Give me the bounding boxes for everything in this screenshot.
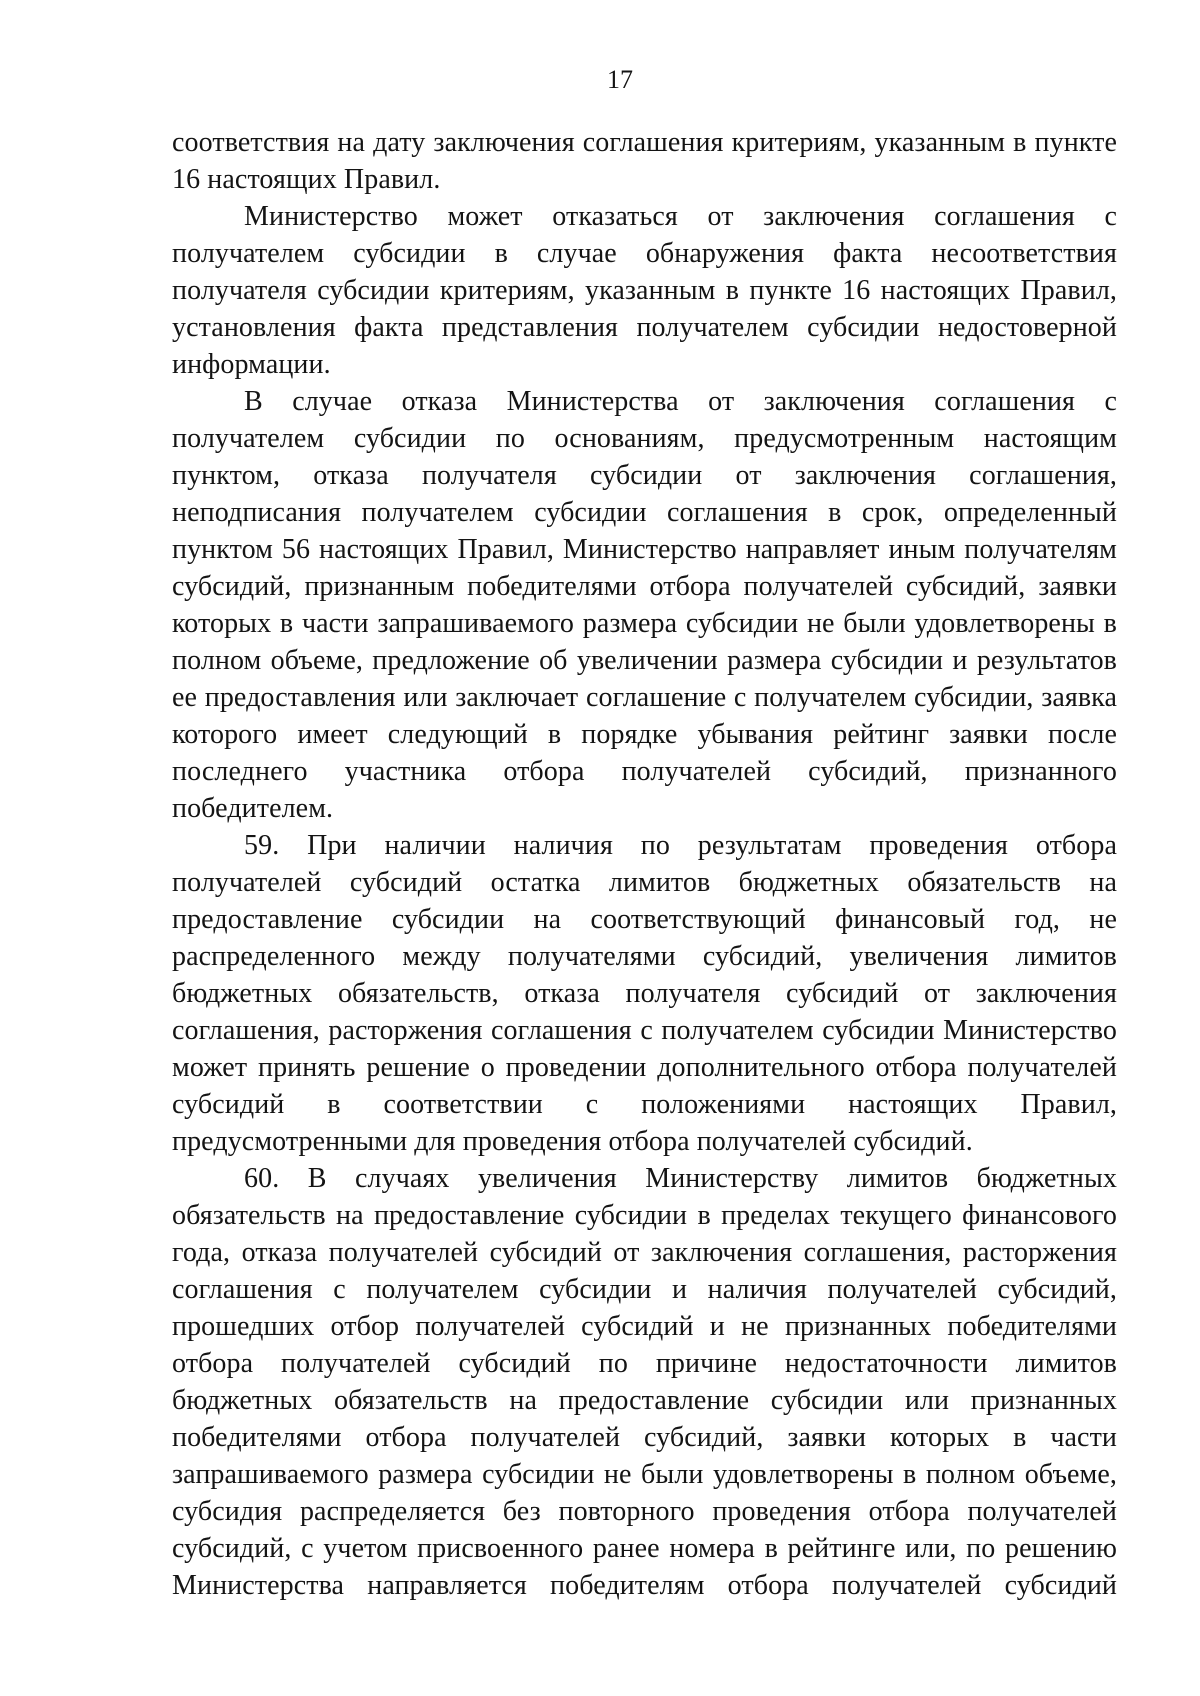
document-body <box>172 124 1117 1604</box>
paragraph-60: 60. В случаях увеличения Министерству лимитов бюджетных обязательств на предоставление субсидии в пределах текущего финансового года, отказа получателей субсидий от заключения соглашения, расторжения соглашения с получателем субсидии и наличия получателей субсидий, прошедших отбор получателей субсидий и не признанных победителями отбора получателей субсидий по причине недостаточности лимитов бюджетных обязательств на предоставление субсидии или признанных победителями отбора получателей субсидий, заявки которых в части запрашиваемого размера субсидии не были удовлетворены в полном объеме, субсидия распределяется без повторного проведения отбора получателей субсидий, с учетом присвоенного ранее номера в рейтинге или, по решению Министерства направляется победителям отбора получателей субсидий <box>172 1163 1117 1601</box>
paragraph-59: 59. При наличии наличия по результатам проведения отбора получателей субсидий остатка лимитов бюджетных обязательств на предоставление субсидии на соответствующий финансовый год, не распределенного между получателями субсидий, увеличения лимитов бюджетных обязательств, отказа получателя субсидий от заключения соглашения, расторжения соглашения с получателем субсидии Министерство может принять решение о проведении дополнительного отбора получателей субсидий в соответствии с положениями настоящих Правил, предусмотренными для проведения отбора получателей субсидий. <box>172 830 1117 1157</box>
paragraph-continuation: соответствия на дату заключения соглашения критериям, указанным в пункте 16 настоящих Правил. <box>172 127 1117 195</box>
paragraph-refusal-grounds: Министерство может отказаться от заключения соглашения с получателем субсидии в случае обнаружения факта несоответствия получателя субсидии критериям, указанным в пункте 16 настоящих Правил, установления факта представления получателем субсидии недостоверной информации. <box>172 201 1117 380</box>
page-number: 17 <box>607 65 633 94</box>
paragraph-refusal-consequences: В случае отказа Министерства от заключения соглашения с получателем субсидии по основаниям, предусмотренным настоящим пунктом, отказа получателя субсидии от заключения соглашения, неподписания получателем субсидии соглашения в срок, определенный пунктом 56 настоящих Правил, Министерство направляет иным получателям субсидий, признанным победителями отбора получателей субсидий, заявки которых в части запрашиваемого размера субсидии не были удовлетворены в полном объеме, предложение об увеличении размера субсидии и результатов ее предоставления или заключает соглашение с получателем субсидии, заявка которого имеет следующий в порядке убывания рейтинг заявки после последнего участника отбора получателей субсидий, признанного победителем. <box>172 386 1117 824</box>
